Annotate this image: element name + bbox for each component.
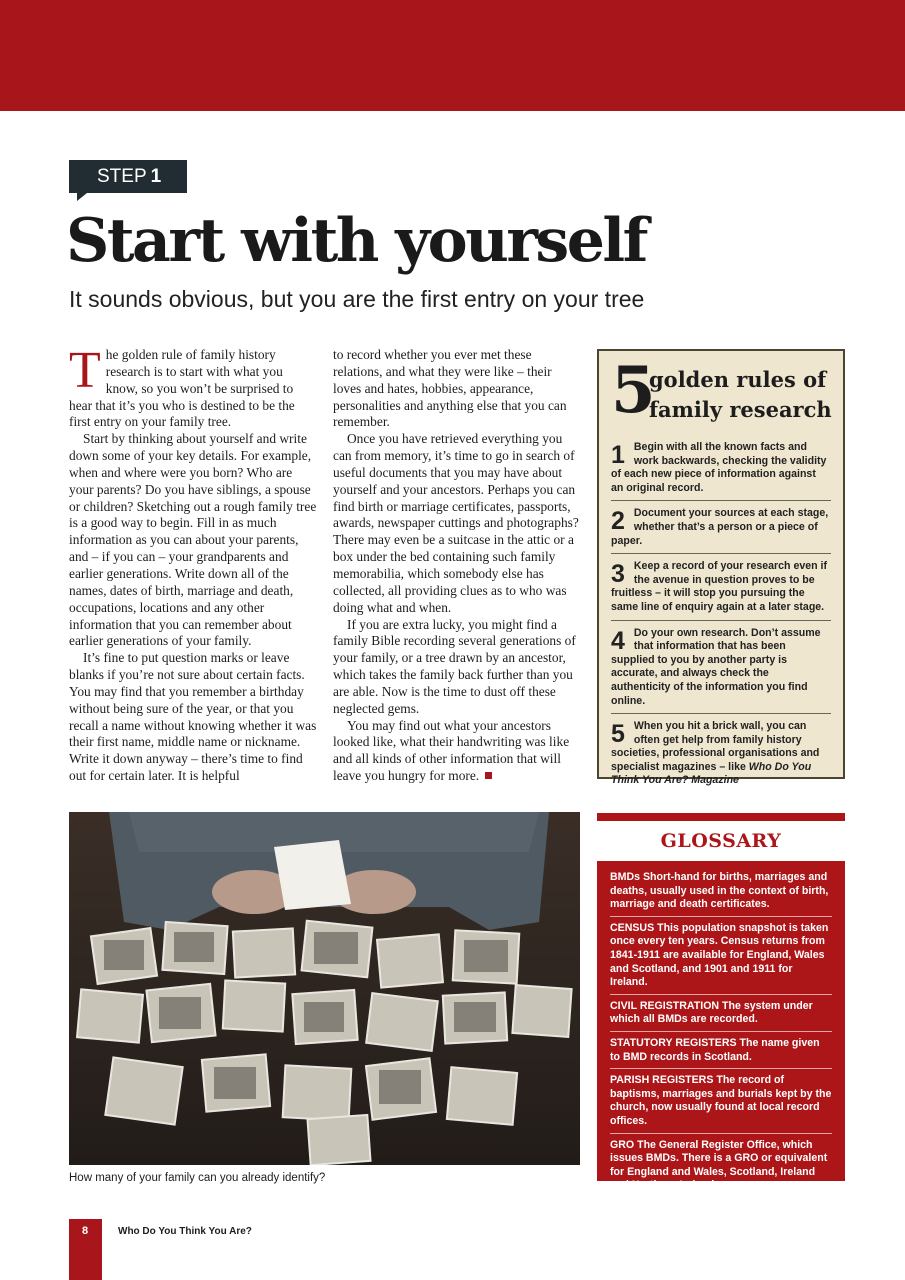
page-title: Start with yourself	[66, 206, 646, 276]
glossary-entry: CIVIL REGISTRATION The system under which all BMDs are recorded.	[610, 998, 832, 1032]
rule-item: 1 Begin with all the known facts and work backwards, checking the validity of each new piece of information against an original record.	[611, 435, 831, 501]
photos-illustration	[69, 812, 580, 1165]
glossary-list	[610, 869, 832, 1200]
family-photos-image	[69, 812, 580, 1165]
end-mark-icon	[485, 772, 492, 779]
glossary-box	[597, 813, 845, 1192]
page-number: 8	[82, 1225, 89, 1237]
article-column-2	[333, 347, 581, 785]
article-paragraph: Once you have retrieved everything you can from memory, it’s time to go in search of useful documents that you may have about yourself and your ancestors. Perhaps you can find birth or marriage certificates, passports, awards, newspaper cuttings and photographs? There may even be a suitcase in the attic or a box under the bed containing such family memorabilia, which somebody else has collected, all providing clues as to who was doing what and when.	[333, 431, 579, 615]
rule-item: 4 Do your own research. Don’t assume that information that has been supplied to you by another party is accurate, and always check the authenticity of the information you find online.	[611, 621, 831, 715]
glossary-entry: GRO The General Register Office, which issues BMDs. There is a GRO or equivalent for England and Wales, Scotland, Ireland and Northern Ireland.	[610, 1138, 828, 1192]
rules-title: golden rules of family research	[649, 367, 832, 422]
step-tag	[69, 160, 187, 193]
page-subtitle: It sounds obvious, but you are the first entry on your tree	[69, 286, 645, 312]
rule-item: 3 Keep a record of your research even if the avenue in question proves to be fruitless – it will stop you pursuing the same line of enquiry again at a later stage.	[611, 554, 831, 620]
rules-header	[611, 353, 832, 435]
glossary-entry: STATUTORY REGISTERS The name given to BMD records in Scotland.	[610, 1035, 832, 1069]
running-footer-title: Who Do You Think You Are?	[118, 1226, 252, 1237]
article-column-1	[69, 342, 317, 785]
rules-big-number: 5	[611, 353, 656, 428]
top-color-bar	[0, 0, 905, 111]
rule-item: 2 Document your sources at each stage, whether that’s a person or a piece of paper.	[611, 501, 831, 554]
article-paragraph: Start by thinking about yourself and write down some of your key details. For example, when and where were you born? Who are your parents? Do you have siblings, a spouse or children? Sketching out a rough family tree is a good way to begin. Fill in as much information as you can about your parents, and – if you can – your grandparents and earlier generations. Write down all of the names, dates of birth, marriage and death, occupations, locations and any other information that you can remember about earlier generations of your family.	[69, 431, 317, 649]
drop-cap: T	[69, 342, 101, 399]
glossary-entry: PARISH REGISTERS The record of baptisms, marriages and burials kept by the church, now usually found at local record offices.	[610, 1072, 832, 1133]
rule-item: 5 When you hit a brick wall, you can often get help from family history societies, professional organisations and specialist magazines – like Who Do You Think You Are? Magazine	[611, 720, 820, 787]
glossary-title: GLOSSARY	[597, 821, 845, 861]
article-paragraph: The golden rule of family history research is to start with what you know, so you won’t be surprised to hear that it’s you who is destined to be the first entry on your family tree.	[69, 342, 295, 430]
glossary-entry: CENSUS This population snapshot is taken once every ten years. Census returns from 1841-1911 are available for England, Wales and Scotland, and 1901 and 1911 for Ireland.	[610, 920, 832, 995]
step-label: STEP	[97, 166, 147, 187]
article-paragraph: It’s fine to put question marks or leave blanks if you’re not sure about certain facts. You may find that you remember a birthday without being sure of the year, or that you recall a name without knowing whether it was their first name, middle name or nickname. Write it down anyway – there’s time to find out for certain later. It is helpful	[69, 650, 317, 784]
photo-caption: How many of your family can you already identify?	[69, 1172, 326, 1184]
article-paragraph: to record whether you ever met these relations, and what they were like – their loves and hates, hobbies, appearance, personalities and anything else that you can remember.	[333, 347, 567, 430]
golden-rules-box	[597, 349, 845, 787]
article-paragraph: If you are extra lucky, you might find a family Bible recording several generations of your family, or a tree drawn by an ancestor, which takes the family back further than you are able. Now is the time to dust off these neglected gems.	[333, 616, 576, 716]
glossary-entry: BMDs Short-hand for births, marriages and deaths, usually used in the context of birth, marriage and death certificates.	[610, 869, 832, 917]
step-number: 1	[150, 166, 162, 187]
article-paragraph-last: You may find out what your ancestors looked like, what their handwriting was like and all kinds of other information that will leave you hungry for more.	[333, 717, 570, 784]
